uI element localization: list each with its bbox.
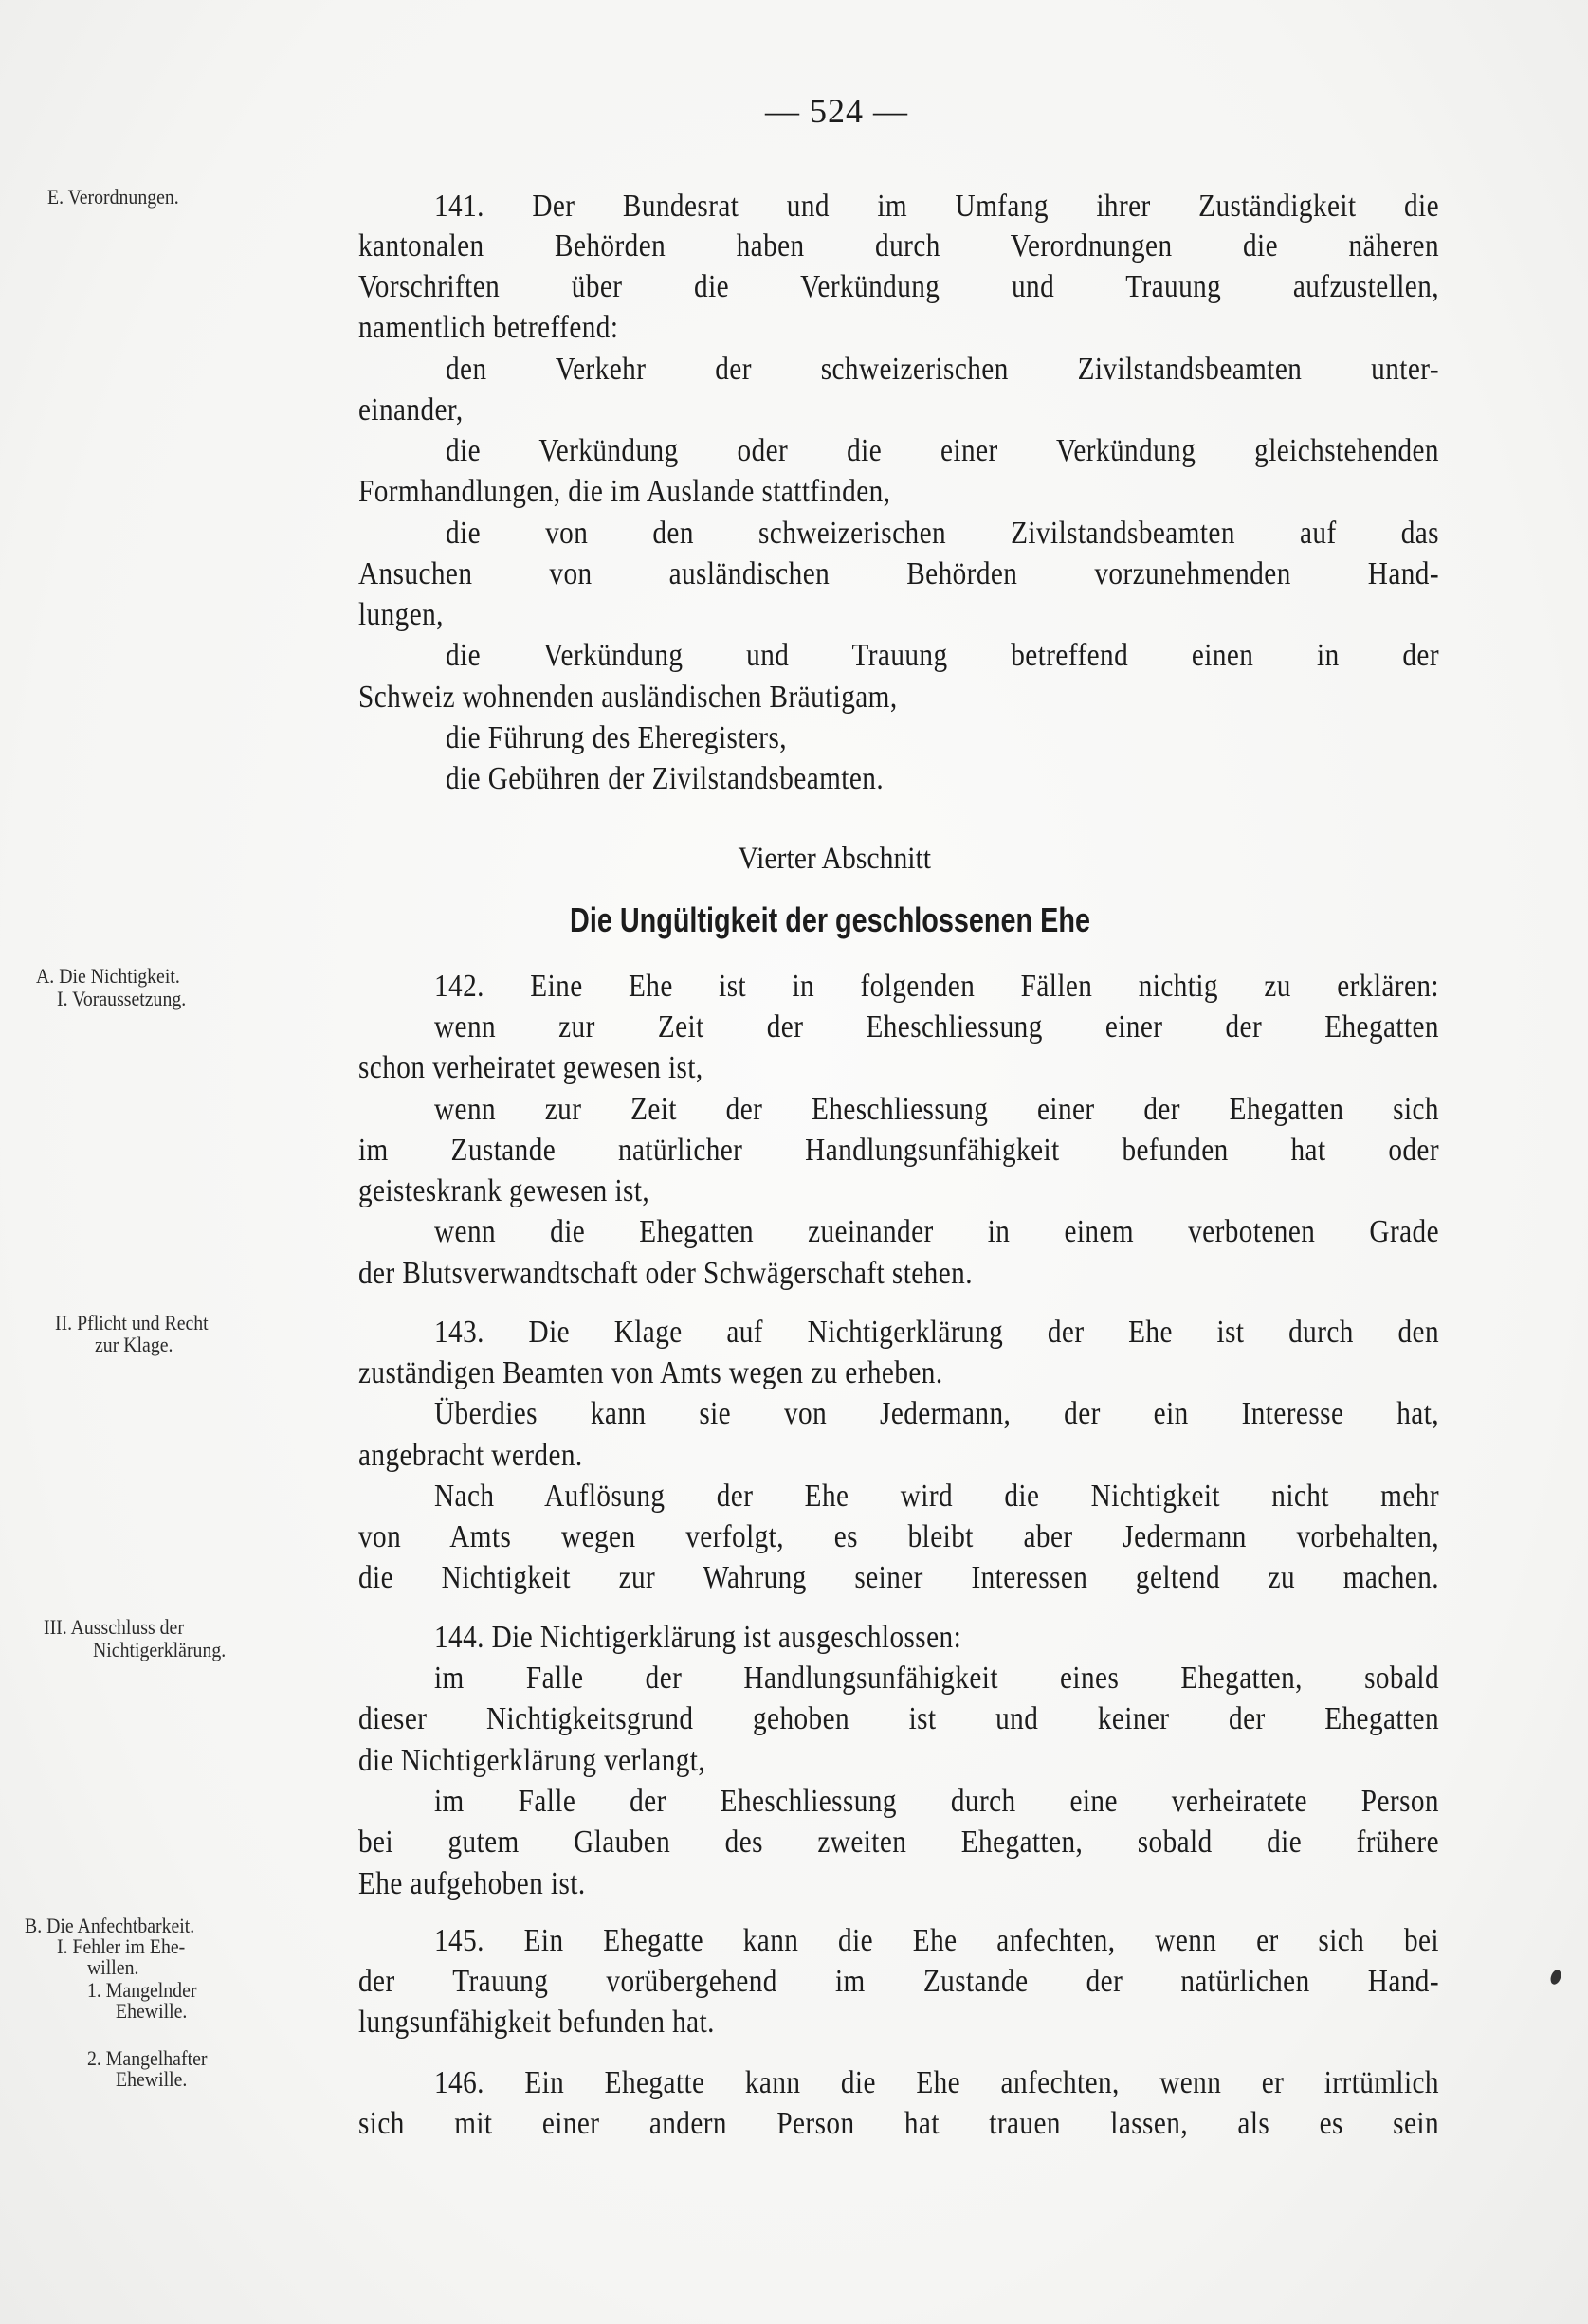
margin-note-nichtigkeit: A. Die Nichtigkeit. [36,964,180,988]
body-line: die Nichtigerklärung verlangt, [358,1743,706,1778]
margin-note-voraussetzung: I. Voraussetzung. [57,987,187,1010]
body-line: sich mit einer andern Person hat trauen lassen, als es sein [358,2106,1439,2141]
body-line: schon verheiratet gewesen ist, [358,1050,703,1085]
body-line: wenn zur Zeit der Eheschliessung einer der Ehegatten sich [434,1092,1439,1127]
body-line: 142. Eine Ehe ist in folgenden Fällen nichtig zu erklären: [434,969,1439,1004]
body-line: 146. Ein Ehegatte kann die Ehe anfechten, wenn er irrtümlich [434,2065,1439,2100]
body-line: geisteskrank gewesen ist, [358,1173,650,1208]
body-line: im Falle der Eheschliessung durch eine verheiratete Person [434,1784,1439,1819]
body-line: Überdies kann sie von Jedermann, der ein Interesse hat, [434,1396,1439,1431]
margin-note-fehler-cont: willen. [87,1955,139,1979]
body-line: die Gebühren der Zivilstandsbeamten. [446,761,885,796]
body-line: Ansuchen von ausländischen Behörden vorzunehmenden Hand- [358,556,1439,591]
body-line: Nach Auflösung der Ehe wird die Nichtigkeit nicht mehr [434,1479,1439,1514]
margin-note-mangelnd: 1. Mangelnder [87,1978,197,2002]
body-line: der Trauung vorübergehend im Zustande der natürlichen Hand- [358,1964,1439,1999]
body-line: lungen, [358,597,444,632]
body-line: die von den schweizerischen Zivilstandsbeamten auf das [446,516,1439,551]
margin-note-ausschluss-cont: Nichtigerklärung. [93,1638,227,1661]
body-line: die Nichtigkeit zur Wahrung seiner Interessen geltend zu machen. [358,1560,1439,1595]
body-line: der Blutsverwandtschaft oder Schwägerschaft stehen. [358,1256,973,1291]
body-line: 144. Die Nichtigerklärung ist ausgeschlossen: [434,1620,962,1655]
body-line: die Verkündung oder die einer Verkündung gleichstehenden [446,433,1439,468]
margin-note-mangelhaft-cont: Ehewille. [116,2067,188,2091]
body-line: die Führung des Eheregisters, [446,720,788,755]
body-line: zuständigen Beamten von Amts wegen zu erheben. [358,1355,943,1390]
body-line: 141. Der Bundesrat und im Umfang ihrer Zuständigkeit die [434,189,1439,224]
section-title: Die Ungültigkeit der geschlossenen Ehe [570,900,1090,939]
margin-note-fehler: I. Fehler im Ehe- [57,1934,186,1958]
body-line: 145. Ein Ehegatte kann die Ehe anfechten, wenn er sich bei [434,1923,1439,1958]
margin-note-verordnungen: E. Verordnungen. [47,185,179,209]
margin-note-mangelhaft: 2. Mangelhafter [87,2046,208,2070]
margin-note-anfechtbarkeit: B. Die Anfechtbarkeit. [25,1914,195,1937]
body-line: wenn zur Zeit der Eheschliessung einer der Ehegatten [434,1009,1439,1044]
body-line: bei gutem Glauben des zweiten Ehegatten, sobald die frühere [358,1825,1439,1860]
body-line: dieser Nichtigkeitsgrund gehoben ist und keiner der Ehegatten [358,1701,1439,1736]
body-line: namentlich betreffend: [358,310,619,345]
body-line: Ehe aufgehoben ist. [358,1866,586,1901]
body-line: im Falle der Handlungsunfähigkeit eines Ehegatten, sobald [434,1661,1439,1696]
section-subtitle: Vierter Abschnitt [738,842,932,876]
margin-note-pflicht-cont: zur Klage. [95,1333,173,1356]
body-line: 143. Die Klage auf Nichtigerklärung der Ehe ist durch den [434,1315,1439,1350]
margin-note-mangelnd-cont: Ehewille. [116,1999,188,2023]
body-line: kantonalen Behörden haben durch Verordnungen die näheren [358,228,1439,263]
margin-note-ausschluss: III. Ausschluss der [44,1615,184,1639]
margin-note-pflicht: II. Pflicht und Recht [55,1311,209,1334]
body-line: einander, [358,392,464,427]
body-line: den Verkehr der schweizerischen Zivilstandsbeamten unter- [446,352,1439,387]
scan-speck [1549,1969,1563,1986]
body-line: wenn die Ehegatten zueinander in einem verbotenen Grade [434,1214,1439,1249]
body-line: die Verkündung und Trauung betreffend einen in der [446,638,1439,673]
page-number: — 524 — [765,92,908,130]
body-line: von Amts wegen verfolgt, es bleibt aber Jedermann vorbehalten, [358,1519,1439,1554]
body-line: im Zustande natürlicher Handlungsunfähigkeit befunden hat oder [358,1133,1439,1168]
body-line: Vorschriften über die Verkündung und Trauung aufzustellen, [358,269,1439,304]
body-line: lungsunfähigkeit befunden hat. [358,2005,715,2040]
body-line: Formhandlungen, die im Auslande stattfinden, [358,474,891,509]
body-line: Schweiz wohnenden ausländischen Bräutigam, [358,680,898,715]
body-line: angebracht werden. [358,1438,583,1473]
